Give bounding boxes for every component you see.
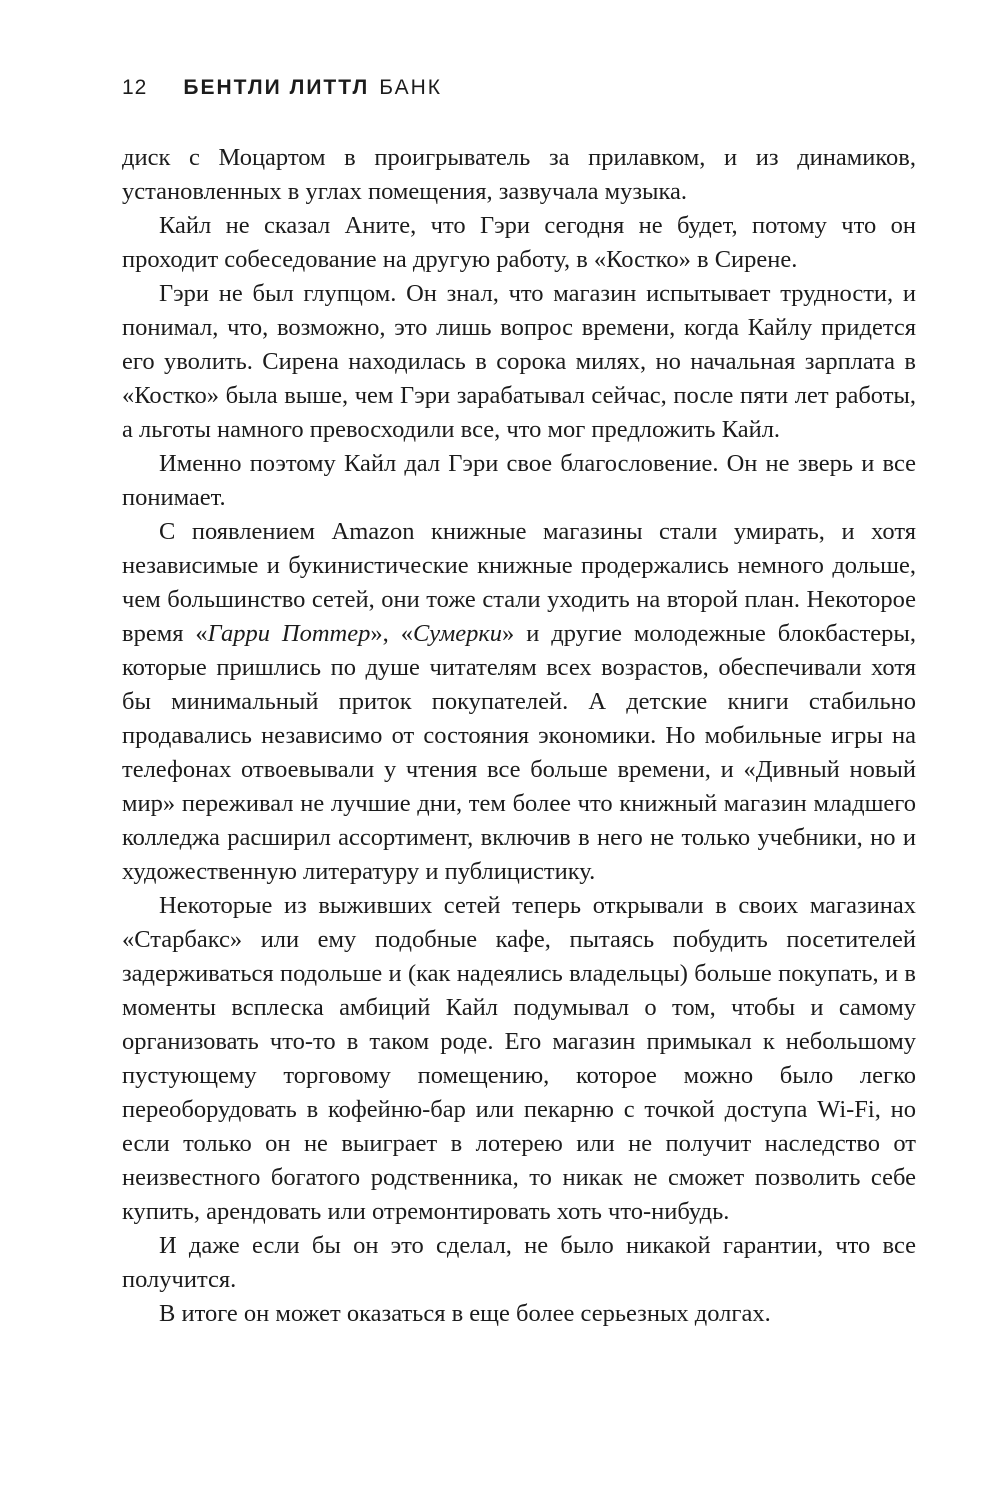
- text-run: Кайл не сказал Аните, что Гэри сегодня не будет, потому что он проходит собеседование на другую работу, в «Костко» в Сирене.: [122, 212, 916, 273]
- body-text: [122, 141, 916, 1331]
- paragraph: [122, 1297, 916, 1331]
- italic-title: Гарри Поттер: [207, 620, 371, 647]
- page-number: 12: [122, 76, 148, 99]
- text-run: диск с Моцартом в проигрыватель за прилавком, и из динамиков, установленных в углах помещения, зазвучала музыка.: [122, 144, 916, 205]
- paragraph: [122, 1229, 916, 1297]
- text-run: И даже если бы он это сделал, не было никакой гарантии, что все получится.: [122, 1232, 916, 1293]
- text-run: В итоге он может оказаться в еще более серьезных долгах.: [159, 1300, 771, 1327]
- running-head: [122, 76, 442, 100]
- book-title: БАНК: [379, 76, 443, 99]
- paragraph: [122, 277, 916, 447]
- author-name: БЕНТЛИ ЛИТТЛ: [183, 76, 370, 99]
- paragraph: [122, 447, 916, 515]
- paragraph: [122, 141, 916, 209]
- text-run: Гэри не был глупцом. Он знал, что магазин испытывает трудности, и понимал, что, возможно, это лишь вопрос времени, когда Кайлу придется его уволить. Сирена находилась в сорока милях, но начальная зарплата в «Костко» была выше, чем Гэри зарабатывал сейчас, после пяти лет работы, а льготы намного превосходили все, что мог предложить Кайл.: [122, 280, 916, 443]
- text-run: Именно поэтому Кайл дал Гэри свое благословение. Он не зверь и все понимает.: [122, 450, 916, 511]
- paragraph: [122, 209, 916, 277]
- paragraph: [122, 889, 916, 1229]
- italic-title: Сумерки: [412, 620, 503, 647]
- text-run: » и другие молодежные блокбастеры, которые пришлись по душе читателям всех возрастов, обеспечивали хотя бы минимальный приток покупателей. А детские книги стабильно продавались независимо от состояния экономики. Но мобильные игры на телефонах отвоевывали у чтения все больше времени, и «Дивный новый мир» переживал не лучшие дни, тем более что книжный магазин младшего колледжа расширил ассортимент, включив в него не только учебники, но и художественную литературу и публицистику.: [122, 620, 917, 885]
- text-run: », «: [370, 620, 413, 647]
- paragraph: [122, 515, 916, 889]
- text-run: Некоторые из выживших сетей теперь открывали в своих магазинах «Старбакс» или ему подобные кафе, пытаясь побудить посетителей задерживаться подольше и (как надеялись владельцы) больше покупать, и в моменты всплеска амбиций Кайл подумывал о том, чтобы и самому организовать что-то в таком роде. Его магазин примыкал к небольшому пустующему торговому помещению, которое можно было легко переоборудовать в кофейню-бар или пекарню с точкой доступа Wi-Fi, но если только он не выиграет в лотерею или не получит наследство от неизвестного богатого родственника, то никак не сможет позволить себе купить, арендовать или отремонтировать хоть что-нибудь.: [122, 892, 916, 1225]
- text-run: С появлением Amazon книжные магазины стали умирать, и хотя независимые и букинистические книжные продержались немного дольше, чем большинство сетей, они тоже стали уходить на второй план. Некоторое время «: [122, 518, 916, 647]
